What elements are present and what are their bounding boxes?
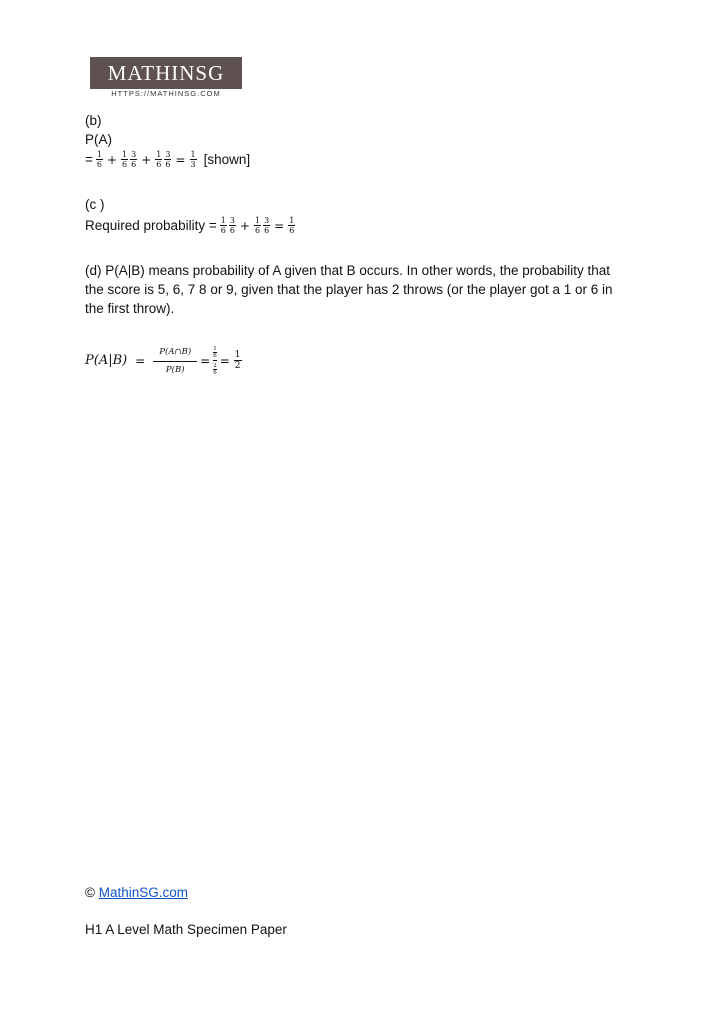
shown-note: [shown] (203, 152, 251, 167)
fraction-denominator: 6 (96, 160, 102, 169)
part-c-fraction (220, 216, 227, 235)
part-c-operator: + (239, 218, 250, 233)
nested-num-num: 1 (213, 346, 217, 352)
fraction-denominator: 6 (131, 160, 137, 169)
fraction-numerator: 1 (289, 216, 295, 225)
formula-result (234, 350, 242, 371)
formula-definition-fraction (153, 346, 197, 376)
part-c-fraction (254, 216, 261, 235)
fraction-denominator: 6 (254, 226, 261, 235)
part-b-fraction (190, 150, 197, 169)
part-b-operator: = (175, 152, 186, 167)
nested-den-den: 6 (213, 370, 217, 376)
fraction-numerator: 3 (131, 150, 137, 159)
fraction-denominator: 6 (229, 226, 235, 235)
fraction-denominator: 6 (156, 160, 162, 169)
part-c-operator: = (274, 218, 285, 233)
part-d-explanation: (d) P(A|B) means probability of A given that B occurs. In other words, the probability that the score is 5, 6, 7 8 or 9, given that the player has 2 throws (or the player got a 1 or 6 in the first throw). (85, 263, 613, 316)
part-b-label: (b) (85, 113, 102, 128)
fraction-numerator: 1 (156, 150, 162, 159)
formula-lhs: P(A|B) (85, 353, 128, 368)
fraction-numerator: 3 (165, 150, 171, 159)
fraction-denominator: 6 (289, 226, 295, 235)
mathinsg-link[interactable]: MathinSG.com (98, 885, 188, 900)
part-b-terms (95, 150, 198, 169)
fraction-numerator: 3 (229, 216, 235, 225)
fraction-denominator: 6 (165, 160, 171, 169)
copyright (85, 884, 188, 902)
part-c-label: (c ) (85, 197, 105, 212)
formula-nested-fraction (213, 345, 217, 376)
part-c-fraction (229, 216, 236, 235)
fraction-denominator: 6 (220, 226, 226, 235)
logo-url: HTTPS://MATHINSG.COM (111, 89, 221, 98)
equals-prefix: = (85, 152, 93, 167)
required-probability-label: Required probability = (85, 218, 217, 233)
formula-equals-2: = (200, 353, 211, 368)
part-b-operator: + (106, 152, 118, 167)
part-b-operator: + (141, 152, 152, 167)
part-b-expression-label: P(A) (85, 132, 112, 147)
fraction-numerator: 1 (96, 150, 102, 159)
formula-equals-3: = (219, 353, 230, 368)
fraction-numerator: 1 (122, 150, 128, 159)
fraction-numerator: 1 (254, 216, 261, 225)
part-c-terms (219, 216, 297, 235)
formula-equals: = (135, 353, 146, 368)
logo: MATHINSG (90, 57, 242, 89)
nested-den-num: 2 (213, 363, 217, 369)
result-denominator: 2 (234, 361, 241, 371)
fraction-numerator: 1 (190, 150, 196, 159)
part-b-fraction (121, 150, 128, 169)
fraction-denominator: 6 (264, 226, 270, 235)
fraction-numerator: 1 (220, 216, 226, 225)
nested-num-den: 6 (213, 353, 217, 359)
part-b-fraction (164, 150, 171, 169)
conditional-probability-formula (85, 345, 243, 376)
part-b-fraction (155, 150, 162, 169)
paper-title: H1 A Level Math Specimen Paper (85, 922, 287, 937)
part-c-equation (85, 216, 296, 235)
formula-denominator: P(B) (165, 364, 185, 375)
part-c-fraction (288, 216, 295, 235)
fraction-denominator: 3 (190, 160, 196, 169)
result-numerator: 1 (234, 350, 241, 360)
fraction-numerator: 3 (264, 216, 270, 225)
part-c-fraction (263, 216, 270, 235)
formula-numerator: P(A∩B) (153, 346, 197, 362)
copyright-symbol: © (85, 885, 95, 900)
part-b-equation (85, 150, 250, 169)
fraction-denominator: 6 (122, 160, 128, 169)
part-b-fraction (96, 150, 103, 169)
part-b-fraction (130, 150, 137, 169)
